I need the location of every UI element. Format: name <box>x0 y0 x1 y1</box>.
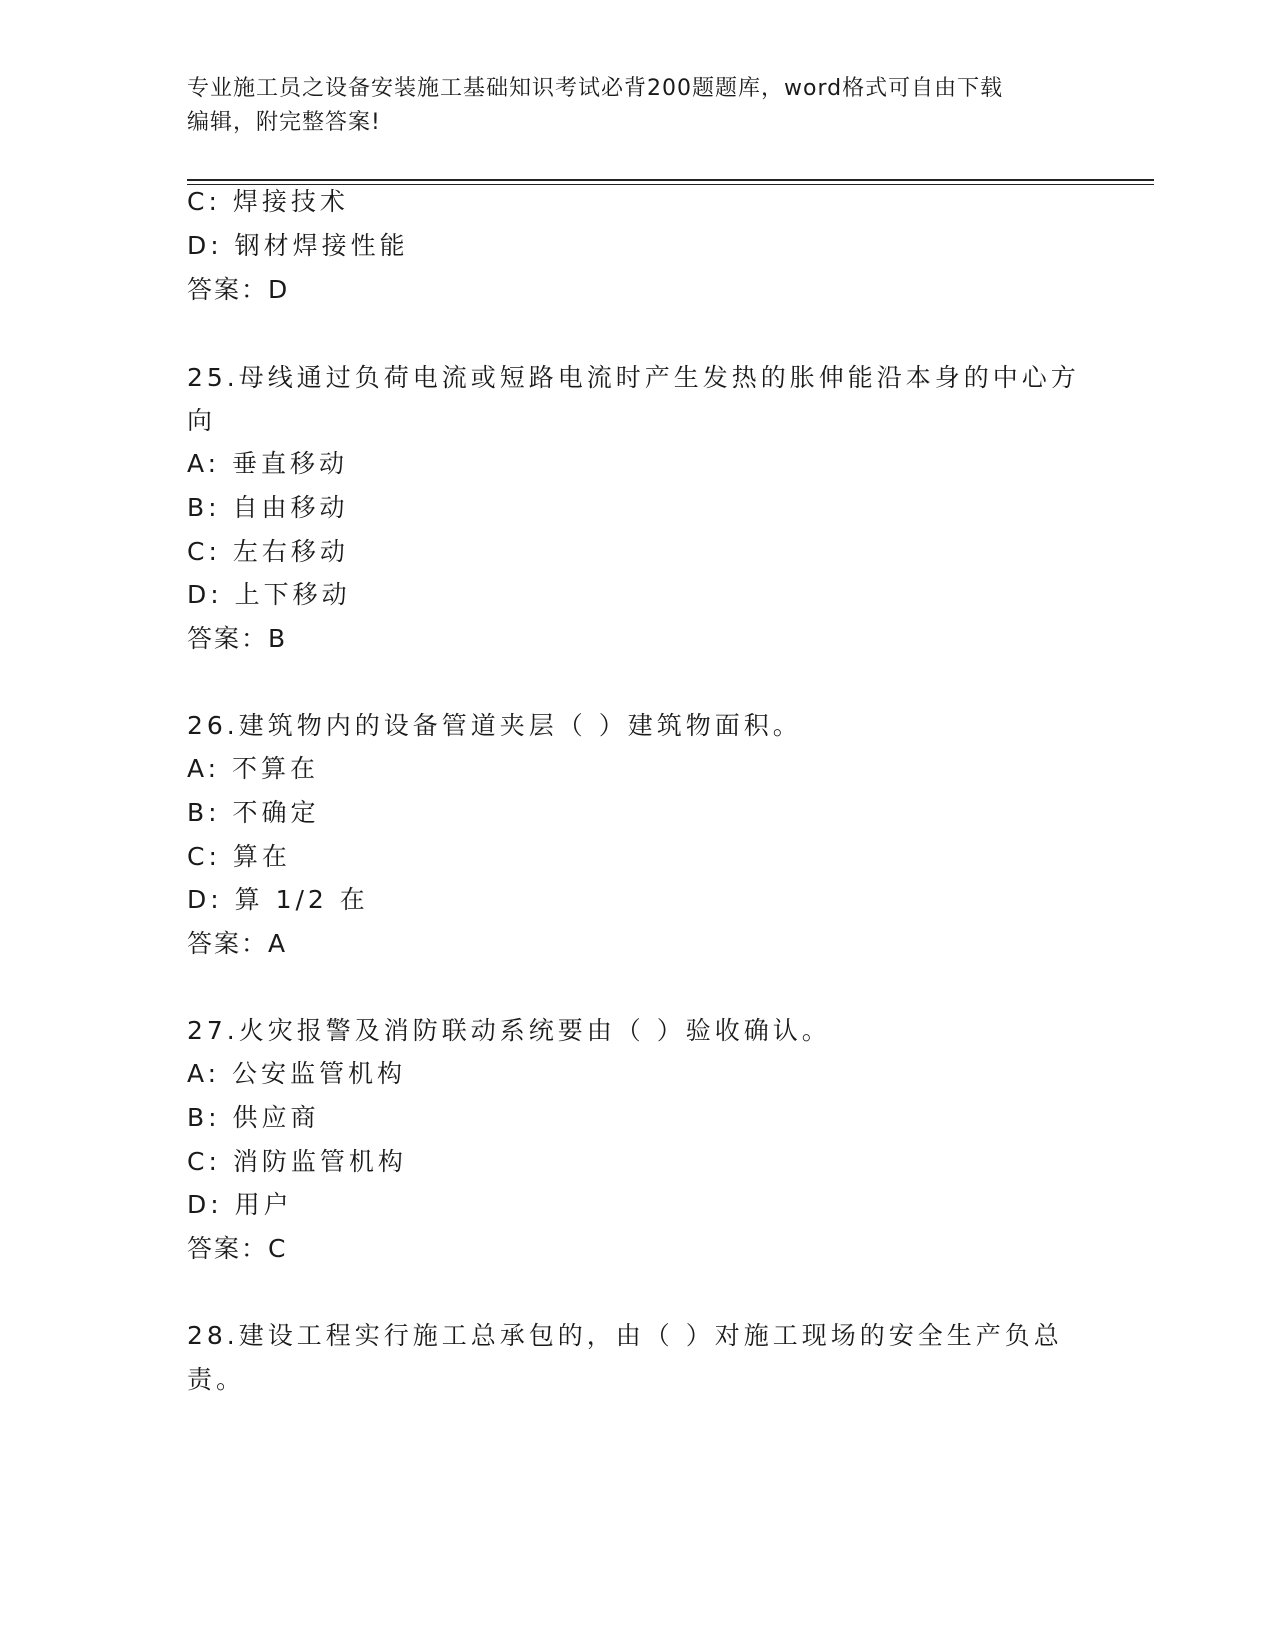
q26-answer: 答案：A <box>187 929 288 958</box>
q27-option-b: B: 供应商 <box>187 1103 320 1132</box>
q25-text-line-2: 向 <box>187 406 217 435</box>
q25-answer: 答案：B <box>187 624 288 653</box>
q27-option-d: D: 用户 <box>187 1190 293 1219</box>
prev-option-d: D: 钢材焊接性能 <box>187 231 409 260</box>
q26-option-a: A: 不算在 <box>187 754 320 783</box>
q26-option-c: C: 算在 <box>187 842 291 871</box>
q27-text-line-1: 27.火灾报警及消防联动系统要由（ ）验收确认。 <box>187 1016 831 1045</box>
prev-option-c: C: 焊接技术 <box>187 187 349 216</box>
q25-option-d: D: 上下移动 <box>187 580 351 609</box>
q25-option-b: B: 自由移动 <box>187 493 349 522</box>
page-header <box>187 72 1087 140</box>
q25-option-c: C: 左右移动 <box>187 537 349 566</box>
prev-answer: 答案：D <box>187 275 290 304</box>
q27-option-c: C: 消防监管机构 <box>187 1147 407 1176</box>
q27-answer: 答案：C <box>187 1234 288 1263</box>
q25-text-line-1: 25.母线通过负荷电流或短路电流时产生发热的胀伸能沿本身的中心方 <box>187 363 1080 392</box>
q26-option-d: D: 算 1/2 在 <box>187 885 369 914</box>
q28-text-line-2: 责。 <box>187 1365 246 1394</box>
q26-text-line-1: 26.建筑物内的设备管道夹层（ ）建筑物面积。 <box>187 711 802 740</box>
header-line-2: 编辑，附完整答案! <box>187 110 381 135</box>
header-line-1: 专业施工员之设备安装施工基础知识考试必背200题题库，word格式可自由下载 <box>187 76 1004 101</box>
q28-text-line-1: 28.建设工程实行施工总承包的，由（ ）对施工现场的安全生产负总 <box>187 1321 1063 1350</box>
q25-option-a: A: 垂直移动 <box>187 449 349 478</box>
q26-option-b: B: 不确定 <box>187 798 320 827</box>
q27-option-a: A: 公安监管机构 <box>187 1059 407 1088</box>
